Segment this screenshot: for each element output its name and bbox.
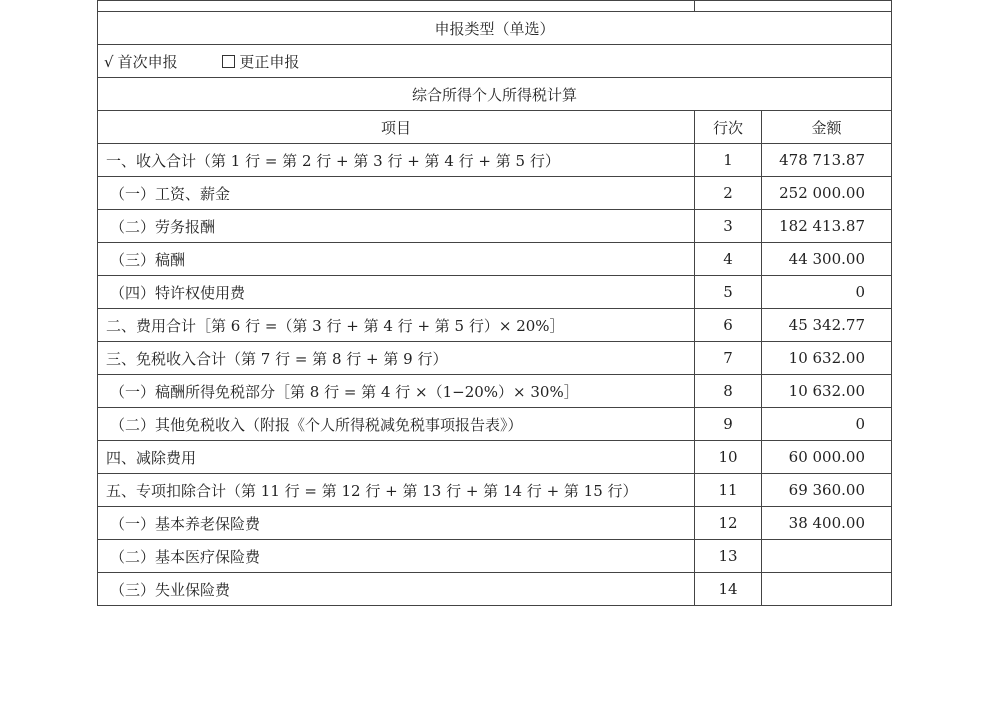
row-item: （二）劳务报酬	[98, 210, 695, 243]
row-item: （一）稿酬所得免税部分［第 8 行 = 第 4 行 ×（1−20%）× 30%］	[98, 375, 695, 408]
row-item: 三、免税收入合计（第 7 行 = 第 8 行 + 第 9 行）	[98, 342, 695, 375]
row-item: （一）基本养老保险费	[98, 507, 695, 540]
header-item: 项目	[98, 111, 695, 144]
declaration-options-row	[98, 45, 892, 78]
declaration-type-title: 申报类型（单选）	[98, 12, 892, 45]
tax-form	[97, 0, 891, 606]
row-item: （二）基本医疗保险费	[98, 540, 695, 573]
row-amount: 252 000.00	[762, 177, 892, 210]
option-first-filing-label: 首次申报	[117, 52, 178, 71]
row-line-number: 6	[695, 309, 762, 342]
row-line-number: 13	[695, 540, 762, 573]
row-amount: 10 632.00	[762, 375, 892, 408]
table-row	[98, 309, 892, 342]
row-item: （一）工资、薪金	[98, 177, 695, 210]
row-item: （四）特许权使用费	[98, 276, 695, 309]
row-amount: 38 400.00	[762, 507, 892, 540]
table-row	[98, 144, 892, 177]
computation-title: 综合所得个人所得税计算	[98, 78, 892, 111]
row-line-number: 4	[695, 243, 762, 276]
row-item: （三）失业保险费	[98, 573, 695, 606]
option-correction-filing[interactable]	[222, 51, 303, 72]
row-line-number: 8	[695, 375, 762, 408]
row-line-number: 3	[695, 210, 762, 243]
row-amount	[762, 573, 892, 606]
option-first-filing[interactable]	[104, 51, 182, 72]
row-line-number: 10	[695, 441, 762, 474]
row-amount: 10 632.00	[762, 342, 892, 375]
header-amount: 金额	[762, 111, 892, 144]
row-amount: 0	[762, 276, 892, 309]
table-row	[98, 177, 892, 210]
row-amount: 45 342.77	[762, 309, 892, 342]
checkbox-icon	[222, 55, 235, 68]
declaration-type-row	[98, 12, 892, 45]
table-row	[98, 276, 892, 309]
row-line-number: 9	[695, 408, 762, 441]
table-row	[98, 474, 892, 507]
row-amount: 182 413.87	[762, 210, 892, 243]
row-item: 二、费用合计［第 6 行 =（第 3 行 + 第 4 行 + 第 5 行）× 20%］	[98, 309, 695, 342]
row-line-number: 14	[695, 573, 762, 606]
header-line: 行次	[695, 111, 762, 144]
table-header-row	[98, 111, 892, 144]
row-line-number: 1	[695, 144, 762, 177]
table-row	[98, 408, 892, 441]
tax-form-table	[97, 0, 892, 606]
table-row	[98, 210, 892, 243]
table-row	[98, 441, 892, 474]
row-amount: 478 713.87	[762, 144, 892, 177]
checkmark-icon: √	[104, 52, 114, 71]
row-amount	[762, 540, 892, 573]
computation-title-row	[98, 78, 892, 111]
row-line-number: 7	[695, 342, 762, 375]
row-amount: 0	[762, 408, 892, 441]
table-row	[98, 243, 892, 276]
row-amount: 69 360.00	[762, 474, 892, 507]
row-line-number: 11	[695, 474, 762, 507]
table-row	[98, 507, 892, 540]
row-line-number: 2	[695, 177, 762, 210]
row-item: 五、专项扣除合计（第 11 行 = 第 12 行 + 第 13 行 + 第 14 行 + 第 15 行）	[98, 474, 695, 507]
table-row	[98, 573, 892, 606]
table-row	[98, 375, 892, 408]
cropped-top-row	[98, 1, 892, 12]
table-row	[98, 540, 892, 573]
row-amount: 60 000.00	[762, 441, 892, 474]
table-row	[98, 342, 892, 375]
option-correction-filing-label: 更正申报	[239, 52, 300, 71]
row-item: 一、收入合计（第 1 行 = 第 2 行 + 第 3 行 + 第 4 行 + 第 5 行）	[98, 144, 695, 177]
row-line-number: 5	[695, 276, 762, 309]
row-amount: 44 300.00	[762, 243, 892, 276]
row-item: （三）稿酬	[98, 243, 695, 276]
row-item: 四、减除费用	[98, 441, 695, 474]
row-line-number: 12	[695, 507, 762, 540]
row-item: （二）其他免税收入（附报《个人所得税减免税事项报告表》）	[98, 408, 695, 441]
